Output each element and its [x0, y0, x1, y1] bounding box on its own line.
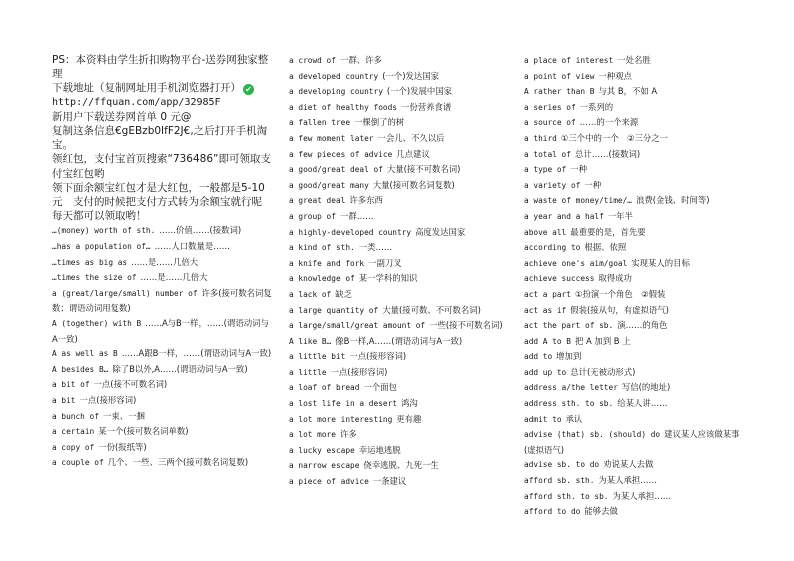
intro-redpacket-line: 领红包，支付宝首页搜索“736486”即可领取支付宝红包哟	[52, 153, 271, 180]
phrase-english: a great deal	[289, 196, 346, 206]
phrase-entry	[52, 255, 274, 271]
phrase-english: a fallen tree	[289, 118, 351, 128]
phrase-chinese: 一束、一捆	[102, 410, 145, 421]
phrase-entry	[289, 131, 511, 147]
phrase-english: a little	[289, 367, 327, 377]
phrase-english: a developing country	[289, 87, 383, 97]
phrase-chinese: 一种	[570, 164, 587, 175]
phrase-english: add A to B	[524, 336, 571, 346]
phrase-entry	[524, 193, 746, 209]
phrase-chinese: 把 A 加到 B 上	[574, 335, 631, 346]
phrase-chinese: 一个面包	[363, 382, 397, 393]
phrase-chinese: ……A与B一样，……(谓语动词与A一致)	[52, 318, 269, 344]
phrase-english: achieve one's aim/goal	[524, 258, 628, 268]
phrase-english: a kind of sth.	[289, 243, 355, 253]
phrase-entry	[524, 240, 746, 256]
phrase-entry	[289, 427, 511, 443]
phrase-chinese: 承认	[565, 413, 583, 424]
intro-download-line	[52, 81, 274, 95]
phrase-english: a bit	[52, 395, 76, 405]
phrase-chinese: 一副刀叉	[368, 257, 402, 268]
phrase-entry	[289, 349, 511, 365]
phrase-entry	[524, 69, 746, 85]
phrase-entry	[289, 271, 511, 287]
phrase-entry	[524, 318, 746, 334]
phrase-chinese: 几点建议	[396, 148, 430, 159]
phrase-chinese: 给某人讲……	[617, 398, 668, 409]
phrase-english: a loaf of bread	[289, 383, 360, 393]
phrase-english: A like B…	[289, 336, 332, 346]
phrase-chinese: 一些(接不可数名词)	[429, 320, 503, 331]
phrase-entry	[289, 380, 511, 396]
phrase-english: a lucky escape	[289, 445, 355, 455]
column-1	[52, 53, 274, 471]
phrase-english: a certain	[52, 427, 95, 437]
phrase-english: a developed country	[289, 71, 379, 81]
phrase-chinese: 一类……	[358, 242, 393, 253]
phrase-entry	[524, 287, 746, 303]
phrase-entry	[289, 115, 511, 131]
promo-intro	[52, 53, 274, 223]
phrase-english: a good/great many	[289, 180, 369, 190]
phrase-english: a few pieces of advice	[289, 149, 393, 159]
phrase-english: a source of	[524, 118, 576, 128]
phrase-chinese: ……A跟B一样，……(谓语动词与A一致)	[121, 348, 272, 359]
phrase-chinese: 大量(接可数名词复数)	[372, 179, 455, 190]
phrase-english: a bunch of	[52, 411, 99, 421]
phrase-english: a knowledge of	[289, 274, 355, 284]
phrase-english: act as if	[524, 305, 567, 315]
phrase-english: a lot more interesting	[289, 414, 393, 424]
phrase-english: a lack of	[289, 289, 332, 299]
phrase-chinese: 根据、依照	[584, 242, 627, 253]
phrase-english: a large quantity of	[289, 305, 379, 315]
phrase-english: a highly-developed country	[289, 227, 412, 237]
phrase-chinese: ①三个中的一个 ②三分之一	[560, 132, 668, 143]
phrase-english: a lost life in a desert	[289, 399, 397, 409]
phrase-entry	[289, 209, 511, 225]
phrase-entry	[289, 396, 511, 412]
phrase-entry	[52, 377, 274, 393]
phrase-entry	[524, 209, 746, 225]
phrase-entry	[524, 303, 746, 319]
phrase-entry	[289, 365, 511, 381]
phrase-entry	[524, 178, 746, 194]
phrase-entry	[289, 225, 511, 241]
phrase-english: A as well as B	[52, 349, 118, 359]
phrase-entry	[524, 334, 746, 350]
phrase-chinese: 写信(的地址)	[621, 382, 671, 393]
phrase-entry	[289, 474, 511, 490]
phrase-chinese: 一条建议	[372, 476, 407, 487]
phrase-chinese: ……是……几倍大	[140, 272, 208, 283]
phrase-chinese: ……价值……(接数词)	[159, 225, 242, 236]
phrase-entry	[524, 396, 746, 412]
phrase-chinese: ……人口数量是……	[154, 241, 230, 252]
phrase-chinese: 大量(接不可数名词)	[386, 164, 461, 175]
phrase-chinese: 许多	[339, 429, 357, 440]
intro-ps-line: PS：本资料由学生折扣购物平台-送券网独家整理	[52, 54, 269, 81]
phrase-english: a copy of	[52, 442, 95, 452]
phrase-english: …times as big as	[52, 257, 128, 267]
phrase-english: …(money) worth of sth.	[52, 226, 156, 236]
phrase-english: advise sb. to do	[524, 460, 600, 470]
phrase-english: afford to do	[524, 507, 581, 517]
phrase-entry	[52, 286, 274, 316]
phrase-entry	[524, 162, 746, 178]
phrase-english: a waste of money/time/…	[524, 196, 632, 206]
phrase-english: a diet of healthy foods	[289, 102, 397, 112]
phrase-english: according to	[524, 243, 581, 253]
phrase-chinese: 浪费(金钱、时间等)	[635, 195, 710, 206]
phrase-chinese: 总计……(接数词)	[574, 148, 641, 159]
phrase-chinese: 假装(接从句，有虚拟语气)	[570, 304, 669, 315]
phrase-chinese: 实现某人的目标	[631, 257, 690, 268]
phrase-english: a lot more	[289, 430, 336, 440]
check-icon: ✔	[243, 84, 254, 95]
phrase-english: a couple of	[52, 458, 104, 468]
phrase-chinese: 演……的角色	[617, 320, 668, 331]
phrase-entry	[289, 443, 511, 459]
phrase-chinese: 一点(接形容词)	[349, 351, 407, 362]
phrase-chinese: 高度发达国家	[415, 226, 466, 237]
phrase-chinese: 几个、一些、三两个(接可数名词复数)	[107, 457, 249, 468]
phrase-chinese: 劝说某人去做	[603, 459, 654, 470]
phrase-chinese: 最重要的是，首先要	[570, 226, 646, 237]
phrase-english: address a/the letter	[524, 383, 618, 393]
phrase-english: a third	[524, 133, 557, 143]
phrase-chinese: 侥幸逃脱、九死一生	[363, 460, 439, 471]
phrase-english: a bit of	[52, 380, 90, 390]
phrase-entry	[289, 256, 511, 272]
phrase-chinese: ①扮演一个角色 ②假装	[574, 288, 666, 299]
phrase-english: act a part	[524, 289, 571, 299]
phrase-english: a total of	[524, 149, 571, 159]
phrase-english: a variety of	[524, 180, 581, 190]
phrase-entry	[289, 178, 511, 194]
phrase-chinese: (一个)发达国家	[382, 70, 439, 81]
phrase-entry	[52, 440, 274, 456]
phrase-chinese: 像B一样,A……(谓语动词与A一致)	[335, 335, 463, 346]
phrase-chinese: 幸运地逃脱	[358, 444, 401, 455]
phrase-list-col1	[52, 223, 274, 471]
phrase-entry	[52, 270, 274, 286]
phrase-english: a type of	[524, 165, 567, 175]
phrase-entry	[524, 504, 746, 520]
phrase-list-col3	[524, 53, 746, 520]
phrase-entry	[52, 223, 274, 239]
phrase-chinese: 一点(接形容词)	[330, 366, 388, 377]
intro-url-link[interactable]: http://ffquan.com/app/32985F	[52, 96, 221, 108]
phrase-english: A rather than B	[524, 87, 595, 97]
phrase-entry	[52, 239, 274, 255]
phrase-english: achieve success	[524, 274, 595, 284]
phrase-english: a crowd of	[289, 56, 336, 65]
phrase-entry	[52, 362, 274, 378]
phrase-entry	[524, 473, 746, 489]
column-3	[524, 53, 746, 520]
phrase-chinese: 一系列的	[579, 101, 614, 112]
phrase-chinese: 一群、许多	[339, 55, 382, 65]
phrase-entry	[289, 53, 511, 69]
phrase-chinese: 一种	[584, 179, 602, 190]
phrase-english: a narrow escape	[289, 461, 360, 471]
phrase-english: advise (that) sb. (should) do	[524, 430, 661, 440]
phrase-english: add to	[524, 352, 553, 362]
phrase-english: a little bit	[289, 352, 346, 362]
phrase-entry	[289, 458, 511, 474]
phrase-entry	[52, 424, 274, 440]
phrase-entry	[289, 84, 511, 100]
phrase-entry	[524, 489, 746, 505]
phrase-entry	[289, 318, 511, 334]
phrase-chinese: 鸿沟	[400, 398, 418, 409]
phrase-entry	[289, 162, 511, 178]
phrase-english: act the part of sb.	[524, 321, 614, 331]
phrase-chinese: (一个)发展中国家	[386, 86, 453, 97]
phrase-english: address sth. to sb.	[524, 399, 614, 409]
intro-new-user-line: 新用户下载送券网首单 0 元@	[52, 110, 192, 123]
phrase-chinese: 某一学科的知识	[358, 273, 418, 284]
phrase-entry	[524, 147, 746, 163]
phrase-entry	[289, 412, 511, 428]
phrase-chinese: 大量(接可数、不可数名词)	[382, 304, 481, 315]
phrase-english: admit to	[524, 414, 562, 424]
phrase-english: A besides B…	[52, 364, 109, 374]
phrase-entry	[289, 303, 511, 319]
phrase-entry	[52, 455, 274, 471]
phrase-chinese: 除了B以外,A……(谓语动词与A一致)	[112, 363, 248, 374]
phrase-chinese: 能够去做	[584, 506, 618, 517]
phrase-english: a point of view	[524, 71, 595, 81]
phrase-entry	[524, 53, 746, 69]
phrase-entry	[524, 380, 746, 396]
phrase-english: a knife and fork	[289, 258, 365, 268]
phrase-chinese: 建议某人应该做某事(虚拟语气)	[524, 429, 740, 455]
phrase-entry	[524, 427, 746, 457]
phrase-english: a year and a half	[524, 211, 604, 221]
phrase-english: a series of	[524, 102, 576, 112]
phrase-english: a few moment later	[289, 133, 374, 143]
phrase-chinese: 一年半	[607, 210, 633, 221]
column-2	[289, 53, 511, 490]
phrase-english: a (great/large/small) number of	[52, 288, 198, 298]
phrase-entry	[289, 193, 511, 209]
intro-copy-line: 复制这条信息€gEBzb0IfF2J€,之后打开手机淘宝。	[52, 125, 268, 152]
phrase-english: A (together) with B	[52, 319, 142, 328]
phrase-english: …has a population of…	[52, 242, 151, 252]
phrase-chinese: 取得成功	[598, 273, 632, 284]
phrase-entry	[524, 457, 746, 473]
phrase-english: a large/small/great amount of	[289, 321, 426, 331]
intro-download-text: 下载地址（复制网址用手机浏览器打开）	[52, 82, 241, 95]
phrase-chinese: 为某人承担……	[612, 490, 672, 501]
phrase-entry	[524, 115, 746, 131]
phrase-entry	[289, 240, 511, 256]
phrase-english: a place of interest	[524, 56, 614, 65]
phrase-entry	[52, 346, 274, 362]
phrase-entry	[524, 256, 746, 272]
phrase-chinese: 一种观点	[598, 70, 632, 81]
phrase-chinese: 一群……	[339, 210, 374, 221]
phrase-chinese: 总计(无被动形式)	[570, 366, 636, 377]
intro-yuebao-line: 领下面余额宝红包才是大红包，一般都是5-10元 支付的时候把支付方式转为余额宝就行呢 每天都可以领取哟！	[52, 181, 273, 223]
phrase-chinese: 一份营养食谱	[400, 101, 452, 112]
phrase-entry	[289, 287, 511, 303]
phrase-chinese: 一点(接不可数名词)	[93, 379, 168, 390]
phrase-list-col2	[289, 53, 511, 490]
phrase-entry	[289, 147, 511, 163]
phrase-chinese: 许多(接可数名词复数；谓语动词用复数)	[52, 287, 272, 314]
phrase-english: a piece of advice	[289, 477, 369, 487]
phrase-chinese: 更有趣	[396, 413, 422, 424]
phrase-chinese: 一会儿、不久以后	[377, 132, 445, 143]
phrase-entry	[524, 365, 746, 381]
phrase-entry	[524, 225, 746, 241]
phrase-chinese: 某一个(接可数名词单数)	[98, 426, 189, 437]
phrase-chinese: 增加到	[556, 351, 582, 362]
phrase-entry	[524, 100, 746, 116]
phrase-entry	[52, 316, 274, 346]
phrase-chinese: ……是……几倍大	[131, 256, 199, 267]
phrase-entry	[52, 409, 274, 425]
phrase-entry	[289, 100, 511, 116]
phrase-chinese: ……的一个来源	[579, 117, 639, 128]
phrase-entry	[289, 334, 511, 350]
phrase-english: a good/great deal of	[289, 165, 383, 175]
phrase-english: above all	[524, 227, 567, 237]
phrase-entry	[52, 393, 274, 409]
phrase-chinese: 缺乏	[335, 288, 352, 299]
phrase-chinese: 一棵倒了的树	[354, 117, 405, 128]
phrase-chinese: 为某人承担……	[598, 475, 658, 486]
phrase-english: afford sth. to sb.	[524, 491, 609, 501]
phrase-chinese: 一点(接形容词)	[79, 394, 137, 405]
phrase-chinese: 与其 B，不如 A	[598, 86, 658, 97]
phrase-entry	[524, 349, 746, 365]
phrase-english: afford sb. sth.	[524, 476, 595, 486]
phrase-entry	[524, 271, 746, 287]
phrase-chinese: 许多东西	[349, 195, 383, 206]
phrase-english: add up to	[524, 367, 567, 377]
phrase-chinese: 一份(报纸等)	[98, 441, 147, 452]
phrase-english: a group of	[289, 211, 336, 221]
phrase-entry	[289, 69, 511, 85]
phrase-entry	[524, 84, 746, 100]
phrase-entry	[524, 131, 746, 147]
phrase-chinese: 一处名胜	[617, 55, 651, 65]
phrase-english: …times the size of	[52, 273, 137, 283]
phrase-entry	[524, 412, 746, 428]
